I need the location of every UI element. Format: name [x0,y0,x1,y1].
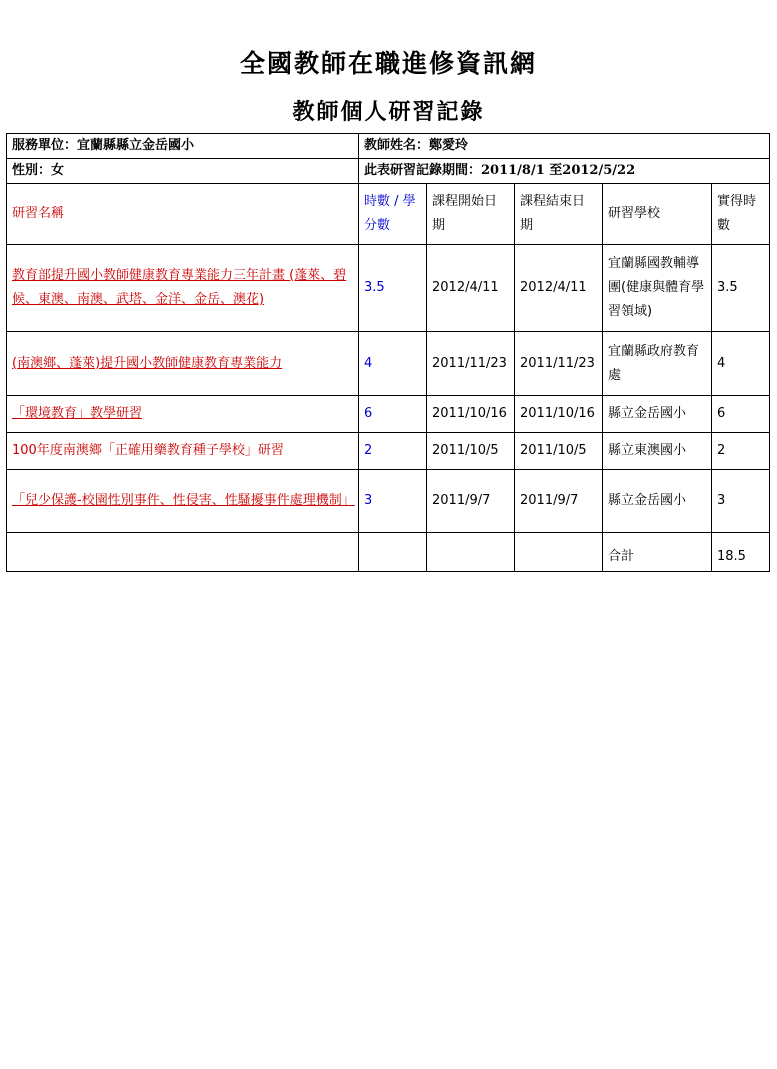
course-name: 100年度南澳鄉「正確用藥教育種子學校」研習 [7,433,359,470]
earned-hours-cell: 4 [712,332,770,396]
table-row [7,396,770,433]
course-link[interactable]: 教育部提升國小教師健康教育專業能力三年計畫 (蓬萊、碧候、東澳、南澳、武塔、金洋、金岳、澳花) [12,268,347,307]
gender: 性別：女 [7,159,359,184]
end-date-cell: 2011/10/16 [515,396,603,433]
site-title: 全國教師在職進修資訊網 [239,49,537,78]
start-date-cell: 2012/4/11 [427,245,515,332]
start-date-cell: 2011/11/23 [427,332,515,396]
total-empty [515,533,603,572]
earned-hours-cell: 3 [712,470,770,533]
start-date-cell: 2011/10/5 [427,433,515,470]
hours-cell: 4 [359,332,427,396]
school-cell: 縣立東澳國小 [603,433,712,470]
hours-cell: 3 [359,470,427,533]
table-row [7,245,770,332]
end-date-cell: 2011/9/7 [515,470,603,533]
start-date-cell: 2011/9/7 [427,470,515,533]
hours-cell: 3.5 [359,245,427,332]
course-link[interactable]: 「兒少保護-校園性別事件、性侵害、性騷擾事件處理機制」 [12,493,355,508]
header-start-date: 課程開始日期 [427,184,515,245]
course-link[interactable]: (南澳鄉、蓬萊)提升國小教師健康教育專業能力 [12,355,283,371]
earned-hours-cell: 2 [712,433,770,470]
school-cell: 宜蘭縣政府教育處 [603,332,712,396]
total-empty [359,533,427,572]
table-row [7,433,770,470]
header-earned-hours: 實得時數 [712,184,770,245]
total-empty [7,533,359,572]
end-date-cell: 2012/4/11 [515,245,603,332]
header-school: 研習學校 [603,184,712,245]
school-cell: 宜蘭縣國教輔導團(健康與體育學習領域) [603,245,712,332]
header-end-date: 課程結束日期 [515,184,603,245]
total-empty [427,533,515,572]
hours-cell: 6 [359,396,427,433]
record-period: 此表研習記錄期間：2011/8/1 至2012/5/22 [359,159,770,184]
total-label: 合計 [603,533,712,572]
course-link[interactable]: 「環境教育」教學研習 [12,406,143,421]
earned-hours-cell: 3.5 [712,245,770,332]
training-record-table [6,133,770,572]
header-course-name: 研習名稱 [7,184,359,245]
table-row [7,332,770,396]
info-row-1 [7,134,770,159]
start-date-cell: 2011/10/16 [427,396,515,433]
table-row [7,470,770,533]
end-date-cell: 2011/11/23 [515,332,603,396]
total-row [7,533,770,572]
teacher-name: 教師姓名：鄭愛玲 [359,134,770,159]
total-value: 18.5 [712,533,770,572]
record-title: 教師個人研習記錄 [292,99,485,125]
header-hours: 時數 / 學分數 [359,184,427,245]
school-cell: 縣立金岳國小 [603,470,712,533]
service-unit: 服務單位：宜蘭縣縣立金岳國小 [7,134,359,159]
hours-cell: 2 [359,433,427,470]
header-row [7,184,770,245]
end-date-cell: 2011/10/5 [515,433,603,470]
school-cell: 縣立金岳國小 [603,396,712,433]
info-row-2 [7,159,770,184]
earned-hours-cell: 6 [712,396,770,433]
